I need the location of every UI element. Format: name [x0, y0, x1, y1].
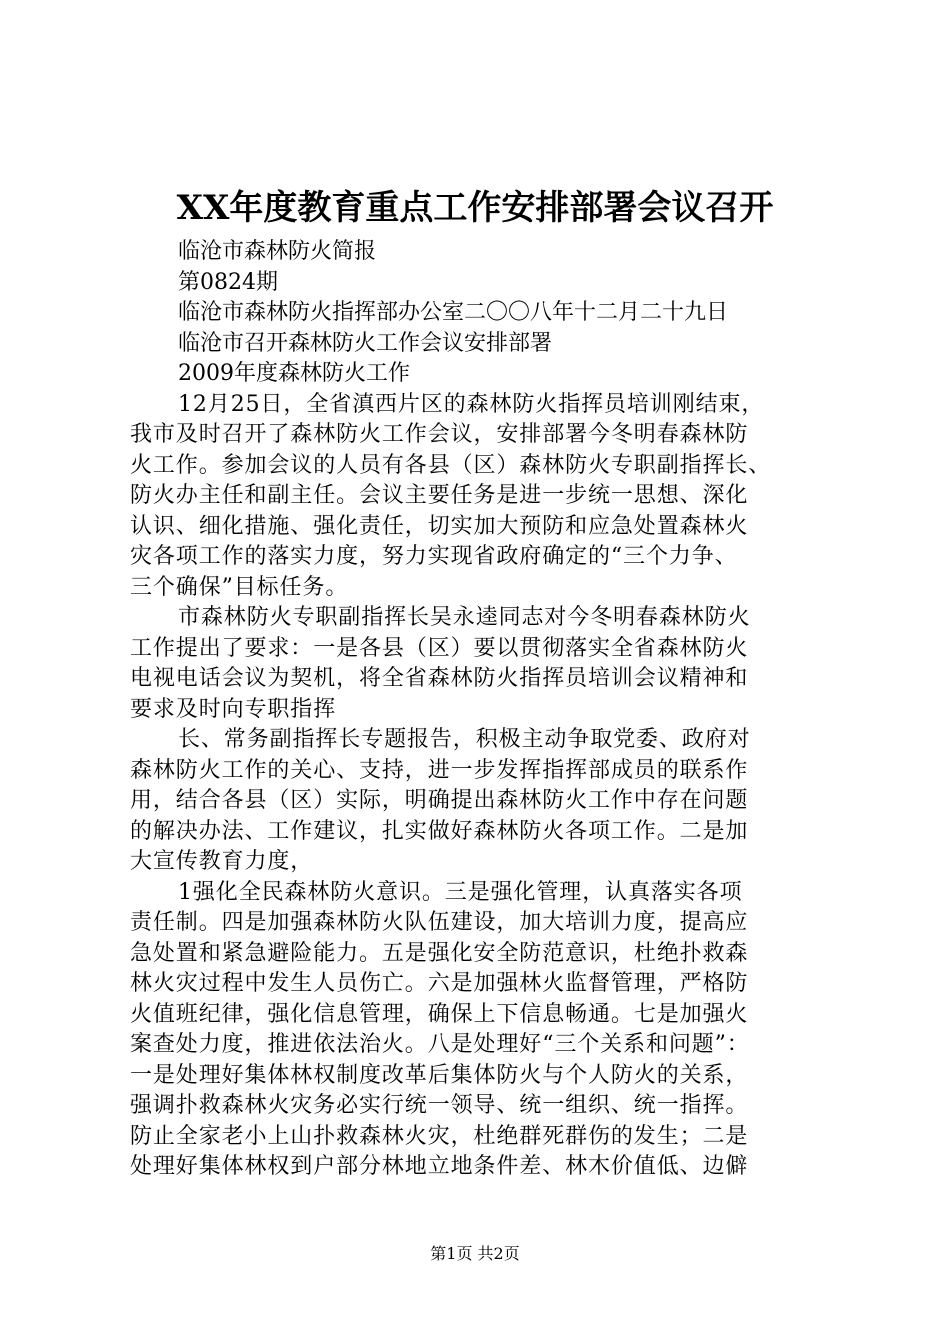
- body-line: 的解决办法、工作建议，扎实做好森林防火各项工作。二是加: [130, 819, 749, 844]
- issuer-and-date: 临沧市森林防火指挥部办公室二〇〇八年十二月二十九日: [178, 300, 729, 325]
- body-line: 林火灾过程中发生人员伤亡。六是加强林火监督管理，严格防: [130, 971, 749, 996]
- body-line: 长、常务副指挥长专题报告，积极主动争取党委、政府对: [178, 727, 751, 752]
- body-line: 一是处理好集体林权制度改革后集体防火与个人防火的关系，: [130, 1063, 749, 1088]
- body-line: 要求及时向专职指挥: [130, 697, 337, 722]
- bulletin-name: 临沧市森林防火简报: [178, 239, 377, 264]
- page-number-footer: 第1页 共2页: [430, 1244, 520, 1263]
- body-line: 电视电话会议为契机，将全省森林防火指挥员培训会议精神和: [130, 666, 749, 691]
- body-line: 1强化全民森林防火意识。三是强化管理，认真落实各项: [178, 880, 743, 905]
- page-title: XX年度教育重点工作安排部署会议召开: [176, 188, 774, 228]
- body-line: 火值班纪律，强化信息管理，确保上下信息畅通。七是加强火: [130, 1002, 749, 1027]
- body-line: 三个确保”目标任务。: [130, 575, 349, 600]
- body-line: 案查处力度，推进依法治火。八是处理好“三个关系和问题”：: [130, 1032, 750, 1057]
- body-line: 12月25日，全省滇西片区的森林防火指挥员培训刚结束，: [178, 392, 765, 417]
- subtitle-line-2: 2009年度森林防火工作: [178, 361, 410, 386]
- body-line: 火工作。参加会议的人员有各县（区）森林防火专职副指挥长、: [130, 453, 772, 478]
- body-line: 认识、细化措施、强化责任，切实加大预防和应急处置森林火: [130, 514, 749, 539]
- body-line: 急处置和紧急避险能力。五是强化安全防范意识，杜绝扑救森: [130, 941, 749, 966]
- body-line: 森林防火工作的关心、支持，进一步发挥指挥部成员的联系作: [130, 758, 749, 783]
- body-line: 防火办主任和副主任。会议主要任务是进一步统一思想、深化: [130, 483, 749, 508]
- body-line: 处理好集体林权到户部分林地立地条件差、林木价值低、边僻: [130, 1154, 749, 1179]
- body-line: 防止全家老小上山扑救森林火灾，杜绝群死群伤的发生；二是: [130, 1124, 749, 1149]
- body-line: 市森林防火专职副指挥长吴永逵同志对今冬明春森林防火: [178, 605, 751, 630]
- body-line: 我市及时召开了森林防火工作会议，安排部署今冬明春森林防: [130, 422, 749, 447]
- body-line: 灾各项工作的落实力度，努力实现省政府确定的“三个力争、: [130, 544, 738, 569]
- body-line: 大宣传教育力度，: [130, 849, 314, 874]
- body-line: 用，结合各县（区）实际，明确提出森林防火工作中存在问题: [130, 788, 749, 813]
- body-line: 强调扑救森林火灾务必实行统一领导、统一组织、统一指挥。: [130, 1093, 749, 1118]
- subtitle-line-1: 临沧市召开森林防火工作会议安排部署: [178, 331, 553, 356]
- body-line: 责任制。四是加强森林防火队伍建设，加大培训力度，提高应: [130, 910, 749, 935]
- issue-number: 第0824期: [178, 270, 278, 295]
- body-line: 工作提出了要求：一是各县（区）要以贯彻落实全省森林防火: [130, 636, 749, 661]
